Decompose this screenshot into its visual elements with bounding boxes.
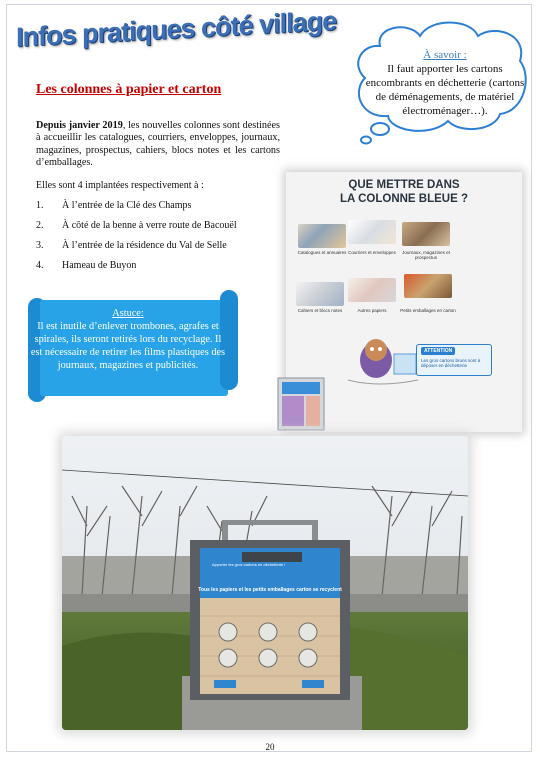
locations-list: [36, 200, 286, 280]
locations-intro: Elles sont 4 implantées respectivement à :: [36, 180, 204, 191]
list-text: À l’entrée de la Clé des Champs: [62, 200, 192, 211]
tip-body: Il est inutile d’enlever trombones, agrafes et spirales, ils seront retirés lors du recyclage. Il est nécessaire de retirer les films plastiques des journaux, magazines et publicités.: [30, 321, 226, 371]
intro-bold-lead: Depuis janvier 2019: [36, 120, 123, 131]
cloud-body: Il faut apporter les cartons encombrants en déchetterie (cartons de déménagements, de matériel électroménager…).: [365, 63, 525, 117]
poster-title-line1: QUE METTRE DANS: [348, 179, 460, 191]
poster-caption: Cahiers et blocs notes: [297, 308, 343, 313]
poster-caption: Petits emballages en carton: [400, 308, 456, 313]
page-number: 20: [265, 742, 275, 752]
list-item: [36, 260, 286, 280]
poster-title: [286, 178, 522, 206]
cardboard-packaging-image: [404, 274, 452, 298]
poster-caption: Courriers et enveloppes: [348, 250, 396, 255]
tip-title: Astuce:: [112, 308, 144, 319]
intro-text: , les nouvelles colonnes sont destinées à accueillir les catalogues, courriers, enveloppes, journaux, magazines, prospectus, cahiers, blocs notes et les cartons d’emballages.: [36, 120, 280, 169]
mascot-illustration: [338, 328, 428, 388]
catalogues-image: [298, 224, 346, 248]
newspapers-image: [402, 222, 450, 246]
photo-sign-main: Tous les papiers et les petits emballages carton se recyclent: [198, 587, 342, 593]
list-text: À l’entrée de la résidence du Val de Selle: [62, 240, 227, 251]
letters-image: [348, 220, 396, 244]
list-item: [36, 220, 286, 240]
poster-caption: Autres papiers: [357, 308, 387, 313]
section-heading: Les colonnes à papier et carton: [36, 82, 222, 97]
cloud-title: À savoir :: [423, 49, 467, 61]
list-number: 1.: [36, 200, 44, 211]
poster-title-line2: LA COLONNE BLEUE ?: [340, 193, 468, 205]
notebooks-image: [296, 282, 344, 306]
photo-scene: [62, 436, 468, 730]
cloud-text: [360, 48, 530, 118]
tip-text: [30, 307, 226, 372]
poster-caption: Journaux, magazines et prospectus: [402, 250, 450, 260]
small-bin-illustration: [276, 376, 326, 432]
attention-text: Les gros cartons bruns sont à déposer en déchetterie: [421, 358, 481, 368]
list-number: 2.: [36, 220, 44, 231]
attention-box: [416, 344, 492, 376]
list-text: Hameau de Buyon: [62, 260, 137, 271]
photo-sign-top: Apporter les gros cartons en déchetterie !: [212, 562, 286, 567]
list-text: À côté de la benne à verre route de Bacouël: [62, 220, 237, 231]
attention-title: ATTENTION: [421, 347, 455, 355]
page-title: Infos pratiques côté village: [16, 5, 337, 53]
list-item: [36, 240, 286, 260]
other-papers-image: [348, 278, 396, 302]
recycling-column-photo: [62, 436, 468, 730]
list-item: [36, 200, 286, 220]
poster-caption: Catalogues et annuaires: [297, 250, 347, 255]
list-number: 3.: [36, 240, 44, 251]
intro-paragraph: [36, 120, 280, 170]
list-number: 4.: [36, 260, 44, 271]
